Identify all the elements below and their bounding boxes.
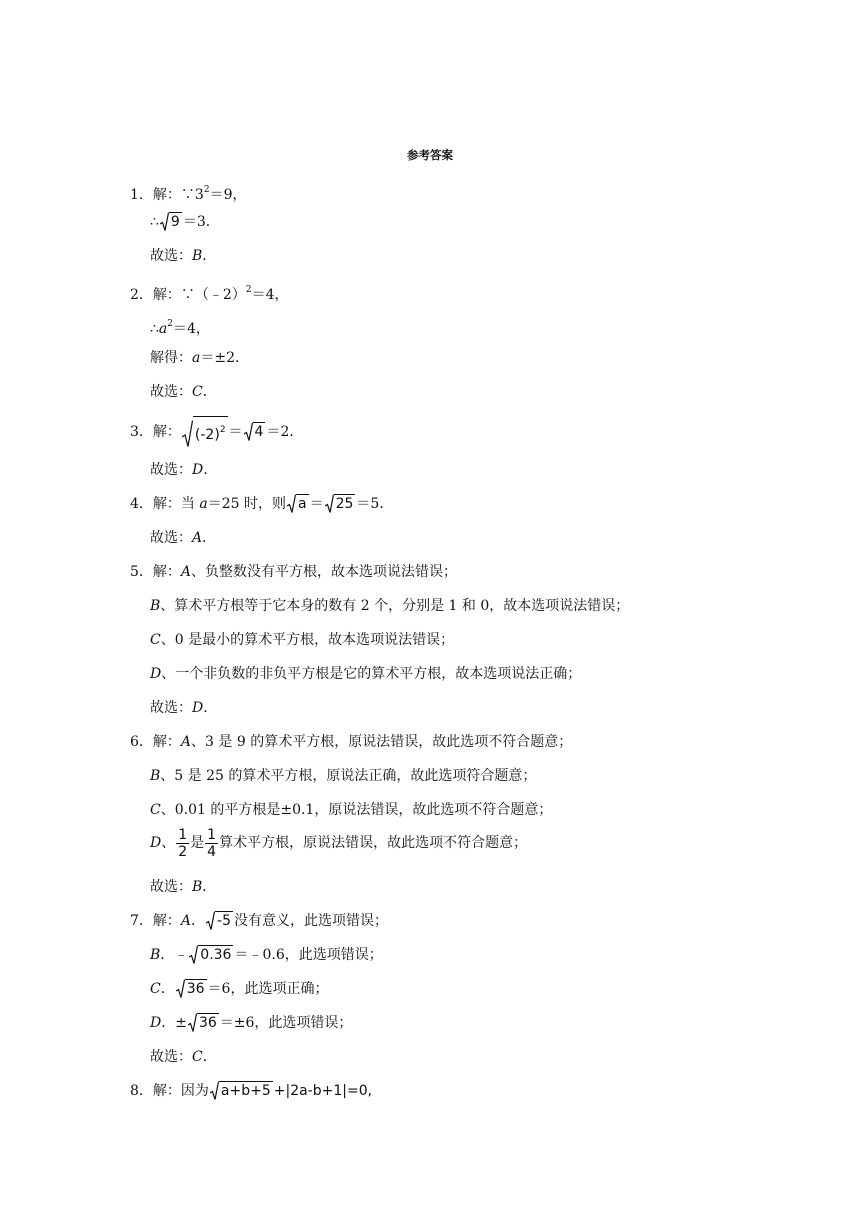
- text: ．: [203, 700, 218, 716]
- sqrt-expression: [189, 945, 233, 965]
- text: 解得：: [150, 350, 192, 366]
- sqrt-expression: [188, 1013, 219, 1033]
- text: ＝5．: [356, 496, 394, 512]
- text: 故选：: [150, 700, 192, 716]
- q1-line-3: [150, 246, 216, 266]
- q6-line-2: [150, 766, 536, 786]
- radicand: 0.36: [200, 947, 232, 963]
- q1-line-1: [130, 180, 247, 205]
- q4-line-1: [130, 494, 393, 514]
- text: 、算术平方根等于它本身的数有 2 个，分别是 1 和 0，故本选项说法错误；: [160, 598, 630, 614]
- radicand: 36: [198, 1015, 217, 1031]
- sqrt-expression: [210, 1081, 273, 1101]
- option-letter: B: [150, 947, 161, 963]
- option-letter: C: [150, 632, 161, 648]
- radicand: 4: [254, 424, 264, 440]
- sqrt-expression: [182, 416, 228, 448]
- question-number: 4．: [130, 496, 153, 512]
- plus-sign: +: [273, 1083, 286, 1099]
- question-number: 2．: [130, 287, 153, 303]
- q7-line-4: [150, 1013, 352, 1033]
- question-number: 1．: [130, 187, 153, 203]
- question-number: 8．: [130, 1083, 153, 1099]
- superscript: 2: [167, 319, 174, 329]
- radicand: [193, 416, 228, 448]
- q7-line-5: [150, 1047, 217, 1067]
- option-letter: D: [150, 666, 162, 682]
- answer-letter: C: [192, 384, 203, 400]
- text: 解：: [152, 734, 181, 750]
- text: ＝4，: [173, 321, 210, 337]
- text: ＝2．: [266, 424, 304, 440]
- q6-line-5: [150, 877, 216, 897]
- option-letter: A: [180, 734, 192, 750]
- text: 故选：: [150, 384, 192, 400]
- absolute-value-expression: |2a-b+1|=0,: [285, 1083, 373, 1099]
- text: ＝±6，此选项错误；: [219, 1015, 353, 1031]
- denominator: 2: [178, 843, 188, 860]
- text: 解：因为: [152, 1083, 209, 1099]
- option-letter: B: [150, 598, 161, 614]
- text: ＝﹣0.6，此选项错误；: [234, 947, 383, 963]
- text: ＝: [309, 496, 324, 512]
- text: ＝4，: [251, 287, 289, 303]
- fraction-one-quarter: [205, 827, 218, 860]
- text: ．: [202, 1049, 217, 1065]
- text: ．: [202, 879, 217, 895]
- sqrt-expression: [325, 494, 356, 514]
- text: ＝: [228, 424, 243, 440]
- q2-line-1: [130, 280, 289, 305]
- radicand: 9: [170, 214, 180, 230]
- q5-line-1: [130, 562, 457, 582]
- text: ．: [202, 248, 217, 264]
- text: 、一个非负数的非负平方根是它的算术平方根，故本选项说法正确；: [161, 666, 582, 682]
- q5-line-2: [150, 596, 629, 616]
- text: ．: [160, 981, 175, 997]
- variable: a: [158, 321, 168, 337]
- sqrt-expression: [244, 422, 266, 442]
- answer-letter: D: [192, 462, 204, 478]
- sqrt-expression: [287, 494, 309, 514]
- answer-letter: B: [192, 248, 203, 264]
- q7-line-1: [130, 911, 388, 931]
- q5-line-3: [150, 630, 454, 650]
- q3-line-2: [150, 460, 217, 480]
- variable: a: [199, 496, 208, 512]
- text: ．: [203, 462, 218, 478]
- radicand: -5: [217, 913, 232, 929]
- q3-line-1: [130, 416, 303, 448]
- variable: a: [192, 350, 201, 366]
- option-letter: C: [150, 802, 161, 818]
- text: ．±: [161, 1015, 187, 1031]
- text: 、负整数没有平方根，故本选项说法错误；: [191, 564, 458, 580]
- question-number: 5．: [130, 564, 153, 580]
- text: 故选：: [150, 530, 192, 546]
- q1-line-2: [150, 212, 220, 232]
- q6-line-1: [130, 732, 572, 752]
- text: 解：: [152, 913, 181, 929]
- superscript: 2: [203, 185, 210, 195]
- text: 故选：: [150, 879, 192, 895]
- option-letter: C: [150, 981, 161, 997]
- radicand: a+b+5: [220, 1083, 271, 1099]
- option-letter: D: [150, 1015, 162, 1031]
- text: 是: [190, 835, 205, 851]
- radicand: 36: [186, 981, 205, 997]
- q4-line-2: [150, 528, 216, 548]
- question-number: 6．: [130, 734, 153, 750]
- text: 、3 是 9 的算术平方根，原说法错误，故此选项不符合题意；: [191, 734, 573, 750]
- text: ＝6，此选项正确；: [207, 981, 329, 997]
- option-letter: D: [150, 835, 162, 851]
- fraction-one-half: [176, 827, 189, 860]
- q2-line-4: [150, 382, 217, 402]
- radicand: a: [298, 496, 307, 512]
- q5-line-4: [150, 664, 581, 684]
- text: ．: [202, 384, 217, 400]
- q6-line-4: [150, 826, 527, 860]
- text: ＝3．: [182, 214, 220, 230]
- text: ＝25 时，则: [207, 496, 286, 512]
- q8-line-1: [130, 1081, 372, 1101]
- text: 、: [161, 835, 176, 851]
- text: 解：∵3: [152, 187, 204, 203]
- text: 解：: [152, 424, 181, 440]
- q6-line-3: [150, 800, 552, 820]
- superscript: 2: [245, 285, 252, 295]
- q7-line-3: [150, 979, 328, 999]
- answer-letter: B: [192, 879, 203, 895]
- answer-letter: D: [192, 700, 204, 716]
- text: 解：当: [152, 496, 200, 512]
- q2-line-2: [150, 314, 210, 339]
- radicand-base: (-2): [194, 427, 220, 443]
- q2-line-3: [150, 348, 249, 368]
- text: 故选：: [150, 248, 192, 264]
- q5-line-5: [150, 698, 217, 718]
- radicand: 25: [335, 496, 354, 512]
- option-letter: B: [150, 768, 161, 784]
- text: ∴: [150, 214, 159, 230]
- question-number: 7．: [130, 913, 153, 929]
- option-letter: A: [180, 913, 192, 929]
- text: 解：∵（﹣2）: [152, 287, 246, 303]
- superscript: 2: [219, 425, 226, 435]
- sqrt-expression: [160, 212, 182, 232]
- option-letter: A: [180, 564, 192, 580]
- text: 算术平方根，原说法错误，故此选项不符合题意；: [219, 835, 528, 851]
- text: 、0.01 的平方根是±0.1，原说法错误，故此选项不符合题意；: [160, 802, 553, 818]
- text: ．: [202, 530, 217, 546]
- q7-line-2: [150, 945, 383, 965]
- question-number: 3．: [130, 424, 153, 440]
- text: ．: [191, 913, 206, 929]
- text: 、5 是 25 的算术平方根，原说法正确，故此选项符合题意；: [160, 768, 537, 784]
- numerator: 1: [178, 826, 188, 843]
- text: ＝±2．: [200, 350, 249, 366]
- text: ＝9，: [209, 187, 247, 203]
- text: 解：: [152, 564, 181, 580]
- sqrt-expression: [206, 911, 233, 931]
- page-title: 参考答案: [407, 148, 453, 162]
- text: 故选：: [150, 462, 192, 478]
- denominator: 4: [207, 843, 217, 860]
- text: ．﹣: [160, 947, 189, 963]
- text: 、0 是最小的算术平方根，故本选项说法错误；: [160, 632, 455, 648]
- text: 没有意义，此选项错误；: [234, 913, 389, 929]
- answer-letter: C: [192, 1049, 203, 1065]
- text: ∴: [150, 321, 159, 337]
- sqrt-expression: [176, 979, 207, 999]
- numerator: 1: [207, 826, 217, 843]
- text: 故选：: [150, 1049, 192, 1065]
- answer-letter: A: [192, 530, 203, 546]
